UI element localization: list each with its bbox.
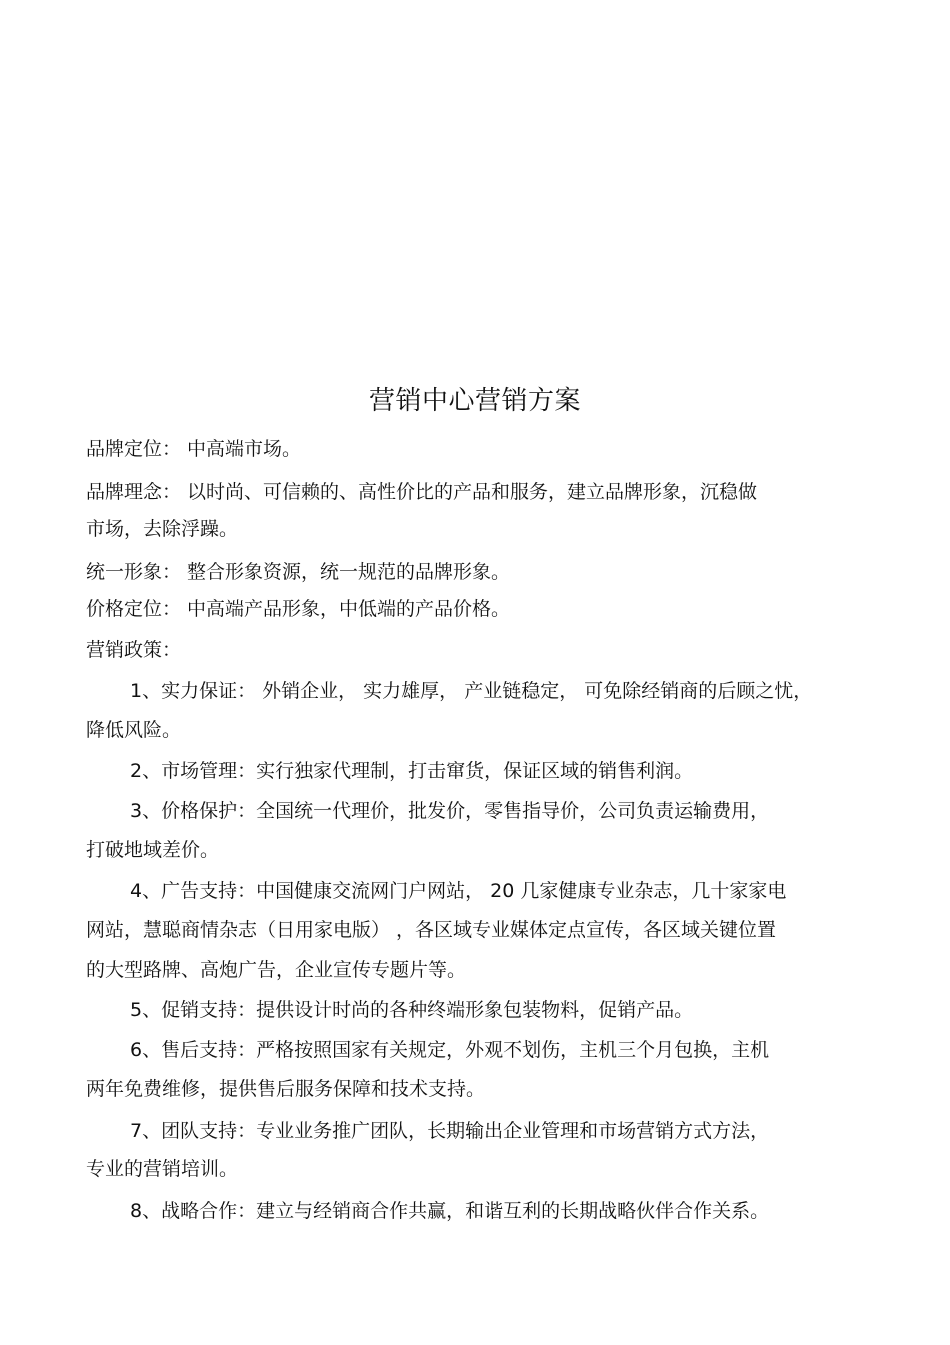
brand-concept-line-2: 市场，去除浮躁。 [86, 518, 239, 540]
policy-item-4-line-1: 4、广告支持：中国健康交流网门户网站， 20 几家健康专业杂志，几十家家电 [130, 880, 787, 902]
price-positioning-line: 价格定位： 中高端产品形象，中低端的产品价格。 [86, 598, 511, 620]
policy-item-2-line-1: 2、市场管理：实行独家代理制，打击窜货，保证区域的销售利润。 [130, 760, 694, 782]
policy-item-3-line-2: 打破地域差价。 [86, 839, 220, 861]
policy-item-8-line-1: 8、战略合作：建立与经销商合作共赢，和谐互利的长期战略伙伴合作关系。 [130, 1200, 770, 1222]
marketing-policy-heading: 营销政策： [86, 639, 182, 661]
policy-item-7-line-2: 专业的营销培训。 [86, 1158, 239, 1180]
policy-item-4-line-2: 网站，慧聪商情杂志（日用家电版） ，各区域专业媒体定点宣传，各区域关键位置 [86, 919, 777, 941]
unified-image-line: 统一形象： 整合形象资源，统一规范的品牌形象。 [86, 561, 511, 583]
document-title: 营销中心营销方案 [368, 386, 581, 416]
brand-positioning-line: 品牌定位： 中高端市场。 [86, 438, 302, 460]
policy-item-6-line-2: 两年免费维修，提供售后服务保障和技术支持。 [86, 1078, 486, 1100]
brand-concept-line-1: 品牌理念： 以时尚、可信赖的、高性价比的产品和服务，建立品牌形象，沉稳做 [86, 481, 758, 503]
policy-item-3-line-1: 3、价格保护：全国统一代理价，批发价，零售指导价，公司负责运输费用， [130, 800, 770, 822]
policy-item-1-line-2: 降低风险。 [86, 719, 182, 741]
policy-item-1-line-1: 1、实力保证： 外销企业， 实力雄厚， 产业链稳定， 可免除经销商的后顾之忧， [130, 680, 813, 702]
policy-item-4-line-3: 的大型路牌、高炮广告，企业宣传专题片等。 [86, 959, 467, 981]
policy-item-7-line-1: 7、团队支持：专业业务推广团队，长期输出企业管理和市场营销方式方法， [130, 1120, 770, 1142]
policy-item-5-line-1: 5、促销支持：提供设计时尚的各种终端形象包装物料，促销产品。 [130, 999, 694, 1021]
policy-item-6-line-1: 6、售后支持：严格按照国家有关规定，外观不划伤，主机三个月包换，主机 [130, 1039, 770, 1061]
